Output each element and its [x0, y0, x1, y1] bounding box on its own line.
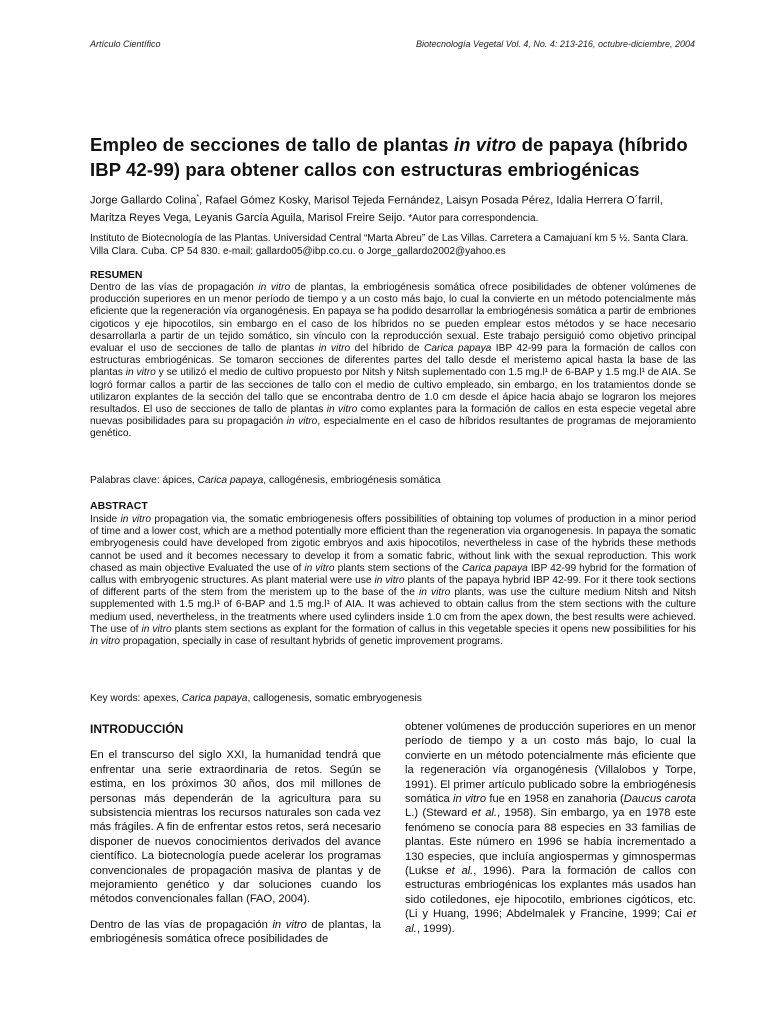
intro-column-left	[90, 722, 381, 958]
intro-paragraph-continued: obtener volúmenes de producción superiores en un menor período de tiempo y a un costo más bajo, lo cual la convierte en un método potencialmente más eficiente que la regeneración vía organogénesis (Villalobos y Torpe, 1991). El primer artículo publicado sobre la embriogénesis somática in vitro fue en 1958 en zanahoria (Daucus carota L.) (Steward et al., 1958). Sin embargo, ya en 1978 este fenómeno se conocía para 88 especies en 33 familias de plantas. Este número en 1996 se había incrementado a 130 especies, que incluía angiospermas y gimnospermas (Lukse et al., 1996). Para la formación de callos con estructuras embriogénicas los explantes más usados han sido cotiledones, eje hipocotilo, embriones cigóticos, etc. (Li y Huang, 1996; Abdelmalek y Francine, 1999; Cai et al., 1999).	[405, 721, 697, 935]
resumen-body: Dentro de las vías de propagación in vitro de plantas, la embriogénesis somática ofrece posibilidades de obtener volúmenes de producción superiores en un menor período de tiempo y a un costo más bajo, lo cual la convierte en un método potencialmente más eficiente que la regeneración vía organogénesis. En papaya se ha podido desarrollar la embriogénesis somática a partir de embriones cigoticos y eje hipocotilos, sin embargo en el caso de los híbridos no se pueden emplear estos métodos y se hace necesario desarrollarla a partir de un tejido somático, sin vínculo con la reproducción sexual. Este trabajo persiguió como objetivo principal evaluar el uso de secciones de tallo de plantas in vitro del híbrido de Carica papaya IBP 42-99 para la formación de callos con estructuras embriogénicas. Se tomaron secciones de diferentes partes del tallo desde el meristemo apical hasta la base de las plantas in vitro y se utilizó el medio de cultivo propuesto por Nitsh y Nitsh suplementado con 1.5 mg.l¹ de 6-BAP y 1.5 mg.l¹ de AIA. Se logró formar callos a partir de las secciones de tallo con el medio de cultivo empleado, sin embargo, en los tratamientos donde se utilizaron explantes de la sección del tallo que se encontraba dentro de 1.0 cm desde el ápice hacia abajo se lograron los mejores resultados. El uso de secciones de tallo de plantas in vitro como explantes para la formación de callos en esta especie vegetal abre nuevas posibilidades para su propagación in vitro, especialmente en el caso de híbridos resultantes de programas de mejoramiento genético.	[90, 282, 696, 440]
abstract-body: Inside in vitro propagation via, the somatic embriogenesis offers possibilities of obtaining top volumes of production in a minor period of time and a lower cost, which are a method potentially more efficient than the regeneration via organogenesis. In papaya the somatic embryogenesis could have developed from zigotic embryos and axis hipocotilos, nevertheless in case of the hybrids these methods cannot be used and it becomes necessary to develop it from a somatic fabric, without link with the sexual reproduction. This work chased as main objective Evaluated the use of in vitro plants stem sections of the Carica papaya IBP 42-99 hybrid for the formation of callus with embryogenic structures. As plant material were use in vitro plants of the papaya hybrid IBP 42-99. For it there took sections of different parts of the stem from the meristem up to the base of the in vitro plants, was use the culture medium Nitsh and Nitsh supplemented with 1.5 mg.l¹ of 6-BAP and 1.5 mg.l¹ of AIA. It was achieved to obtain callus from the stem sections with the culture medium used, nevertheless, in the treatments where used cylinders inside 1.0 cm from the apex down, the best results were achieved. The use of in vitro plants stem sections as explant for the formation of callus in this vegetable species it opens new possibilities for his in vitro propagation, specially in case of resultant hybrids of genetic improvement programs.	[90, 514, 697, 648]
resumen-heading: RESUMEN	[90, 269, 143, 281]
journal-citation: Biotecnología Vegetal Vol. 4, No. 4: 213-216, octubre-diciembre, 2004	[415, 39, 695, 49]
palabras-clave: Palabras clave: ápices, Carica papaya, callogénesis, embriogénesis somática	[90, 475, 441, 486]
intro-heading: INTRODUCCIÓN	[90, 722, 184, 736]
key-words: Key words: apexes, Carica papaya, callogenesis, somatic embryogenesis	[90, 693, 422, 704]
author-list: Jorge Gallardo Colina*, Rafael Gómez Kosky, Marisol Tejeda Fernández, Laisyn Posada Pérez, Idalia Herrera O´farril, Maritza Reyes Vega, Leyanis García Aguila, Marisol Freire Seijo. *Autor para correspondencia.	[90, 194, 663, 224]
intro-paragraph-2: Dentro de las vías de propagación in vitro de plantas, la embriogénesis somática ofrece posibilidades de	[90, 918, 381, 946]
abstract-heading: ABSTRACT	[90, 500, 148, 512]
intro-paragraph-1: En el transcurso del siglo XXI, la humanidad tendrá que enfrentar una serie extraordinaria de retos. Según se estima, en los próximos 30 años, dos mil millones de personas más dependerán de la agricultura para su subsistencia mientras los recursos naturales son cada vez más frágiles. A fin de enfrentar estos retos, será necesario disponer de nuevos conocimientos derivados del avance científico. La biotecnología puede acelerar los programas convencionales de propagación masiva de plantas y de mejoramiento genético y dar soluciones cuando los métodos convencionales fallan (FAO, 2004).	[90, 749, 381, 906]
affiliation: Instituto de Biotecnología de las Plantas. Universidad Central “Marta Abreu” de Las Villas. Carretera a Camajuaní km 5 ½. Santa Clara. Villa Clara. Cuba. CP 54 830. e-mail: gallardo05@ibp.co.cu. o Jorge_gallardo2002@yahoo.es	[90, 233, 689, 257]
journal-section-label: Artículo Científico	[90, 39, 161, 49]
article-title: Empleo de secciones de tallo de plantas in vitro de papaya (híbrido IBP 42-99) para obtener callos con estructuras embriogénicas	[90, 134, 688, 180]
intro-column-right	[405, 720, 696, 947]
